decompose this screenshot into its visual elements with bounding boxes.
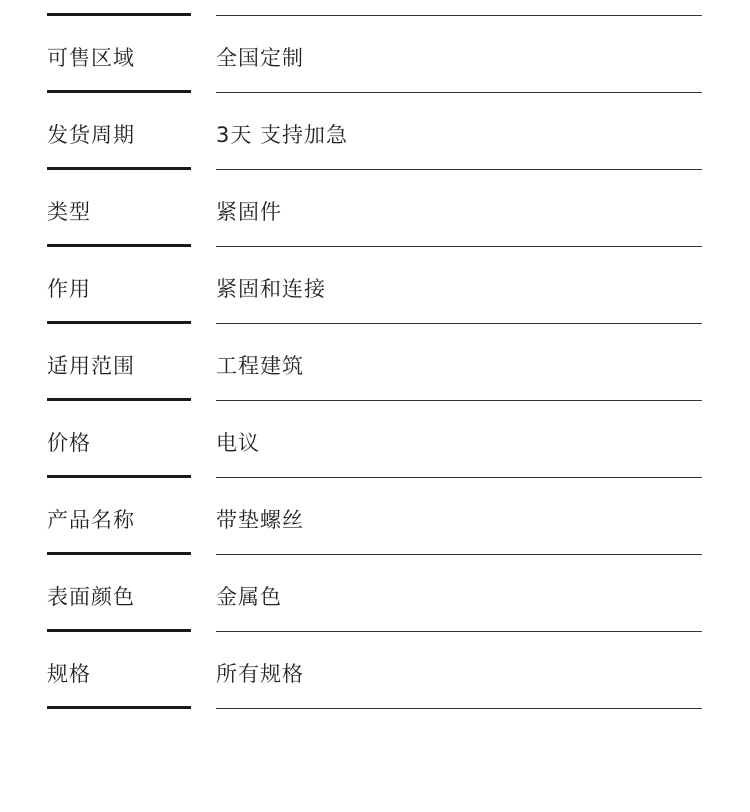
spec-value: 全国定制: [216, 46, 304, 70]
spec-value: 紧固件: [216, 200, 282, 224]
spec-row-function: [47, 247, 702, 324]
spec-row-product-name: [47, 478, 702, 555]
spec-label: 适用范围: [47, 354, 135, 378]
spec-row-price: [47, 401, 702, 478]
spec-table: [47, 0, 702, 709]
spec-label: 表面颜色: [47, 585, 135, 609]
spec-label: 发货周期: [47, 123, 135, 147]
spec-value: 工程建筑: [216, 354, 304, 378]
value-divider: [216, 708, 702, 709]
label-divider: [47, 706, 191, 709]
spec-value: 带垫螺丝: [216, 508, 304, 532]
spec-label: 规格: [47, 662, 91, 686]
spec-label: 产品名称: [47, 508, 135, 532]
spec-value: 电议: [216, 431, 260, 455]
spec-row-delivery-cycle: [47, 93, 702, 170]
spec-value: 紧固和连接: [216, 277, 326, 301]
spec-label: 价格: [47, 431, 91, 455]
spec-value: 金属色: [216, 585, 282, 609]
spec-value: 所有规格: [216, 662, 304, 686]
spec-row-surface-color: [47, 555, 702, 632]
spec-row-specification: [47, 632, 702, 709]
spec-row-sale-region: [47, 16, 702, 93]
spec-row-type: [47, 170, 702, 247]
spec-label: 可售区域: [47, 46, 135, 70]
spec-row-scope: [47, 324, 702, 401]
spec-label: 类型: [47, 200, 91, 224]
spec-table-top-border: [47, 0, 702, 16]
spec-value: 3天 支持加急: [216, 123, 349, 147]
spec-label: 作用: [47, 277, 91, 301]
